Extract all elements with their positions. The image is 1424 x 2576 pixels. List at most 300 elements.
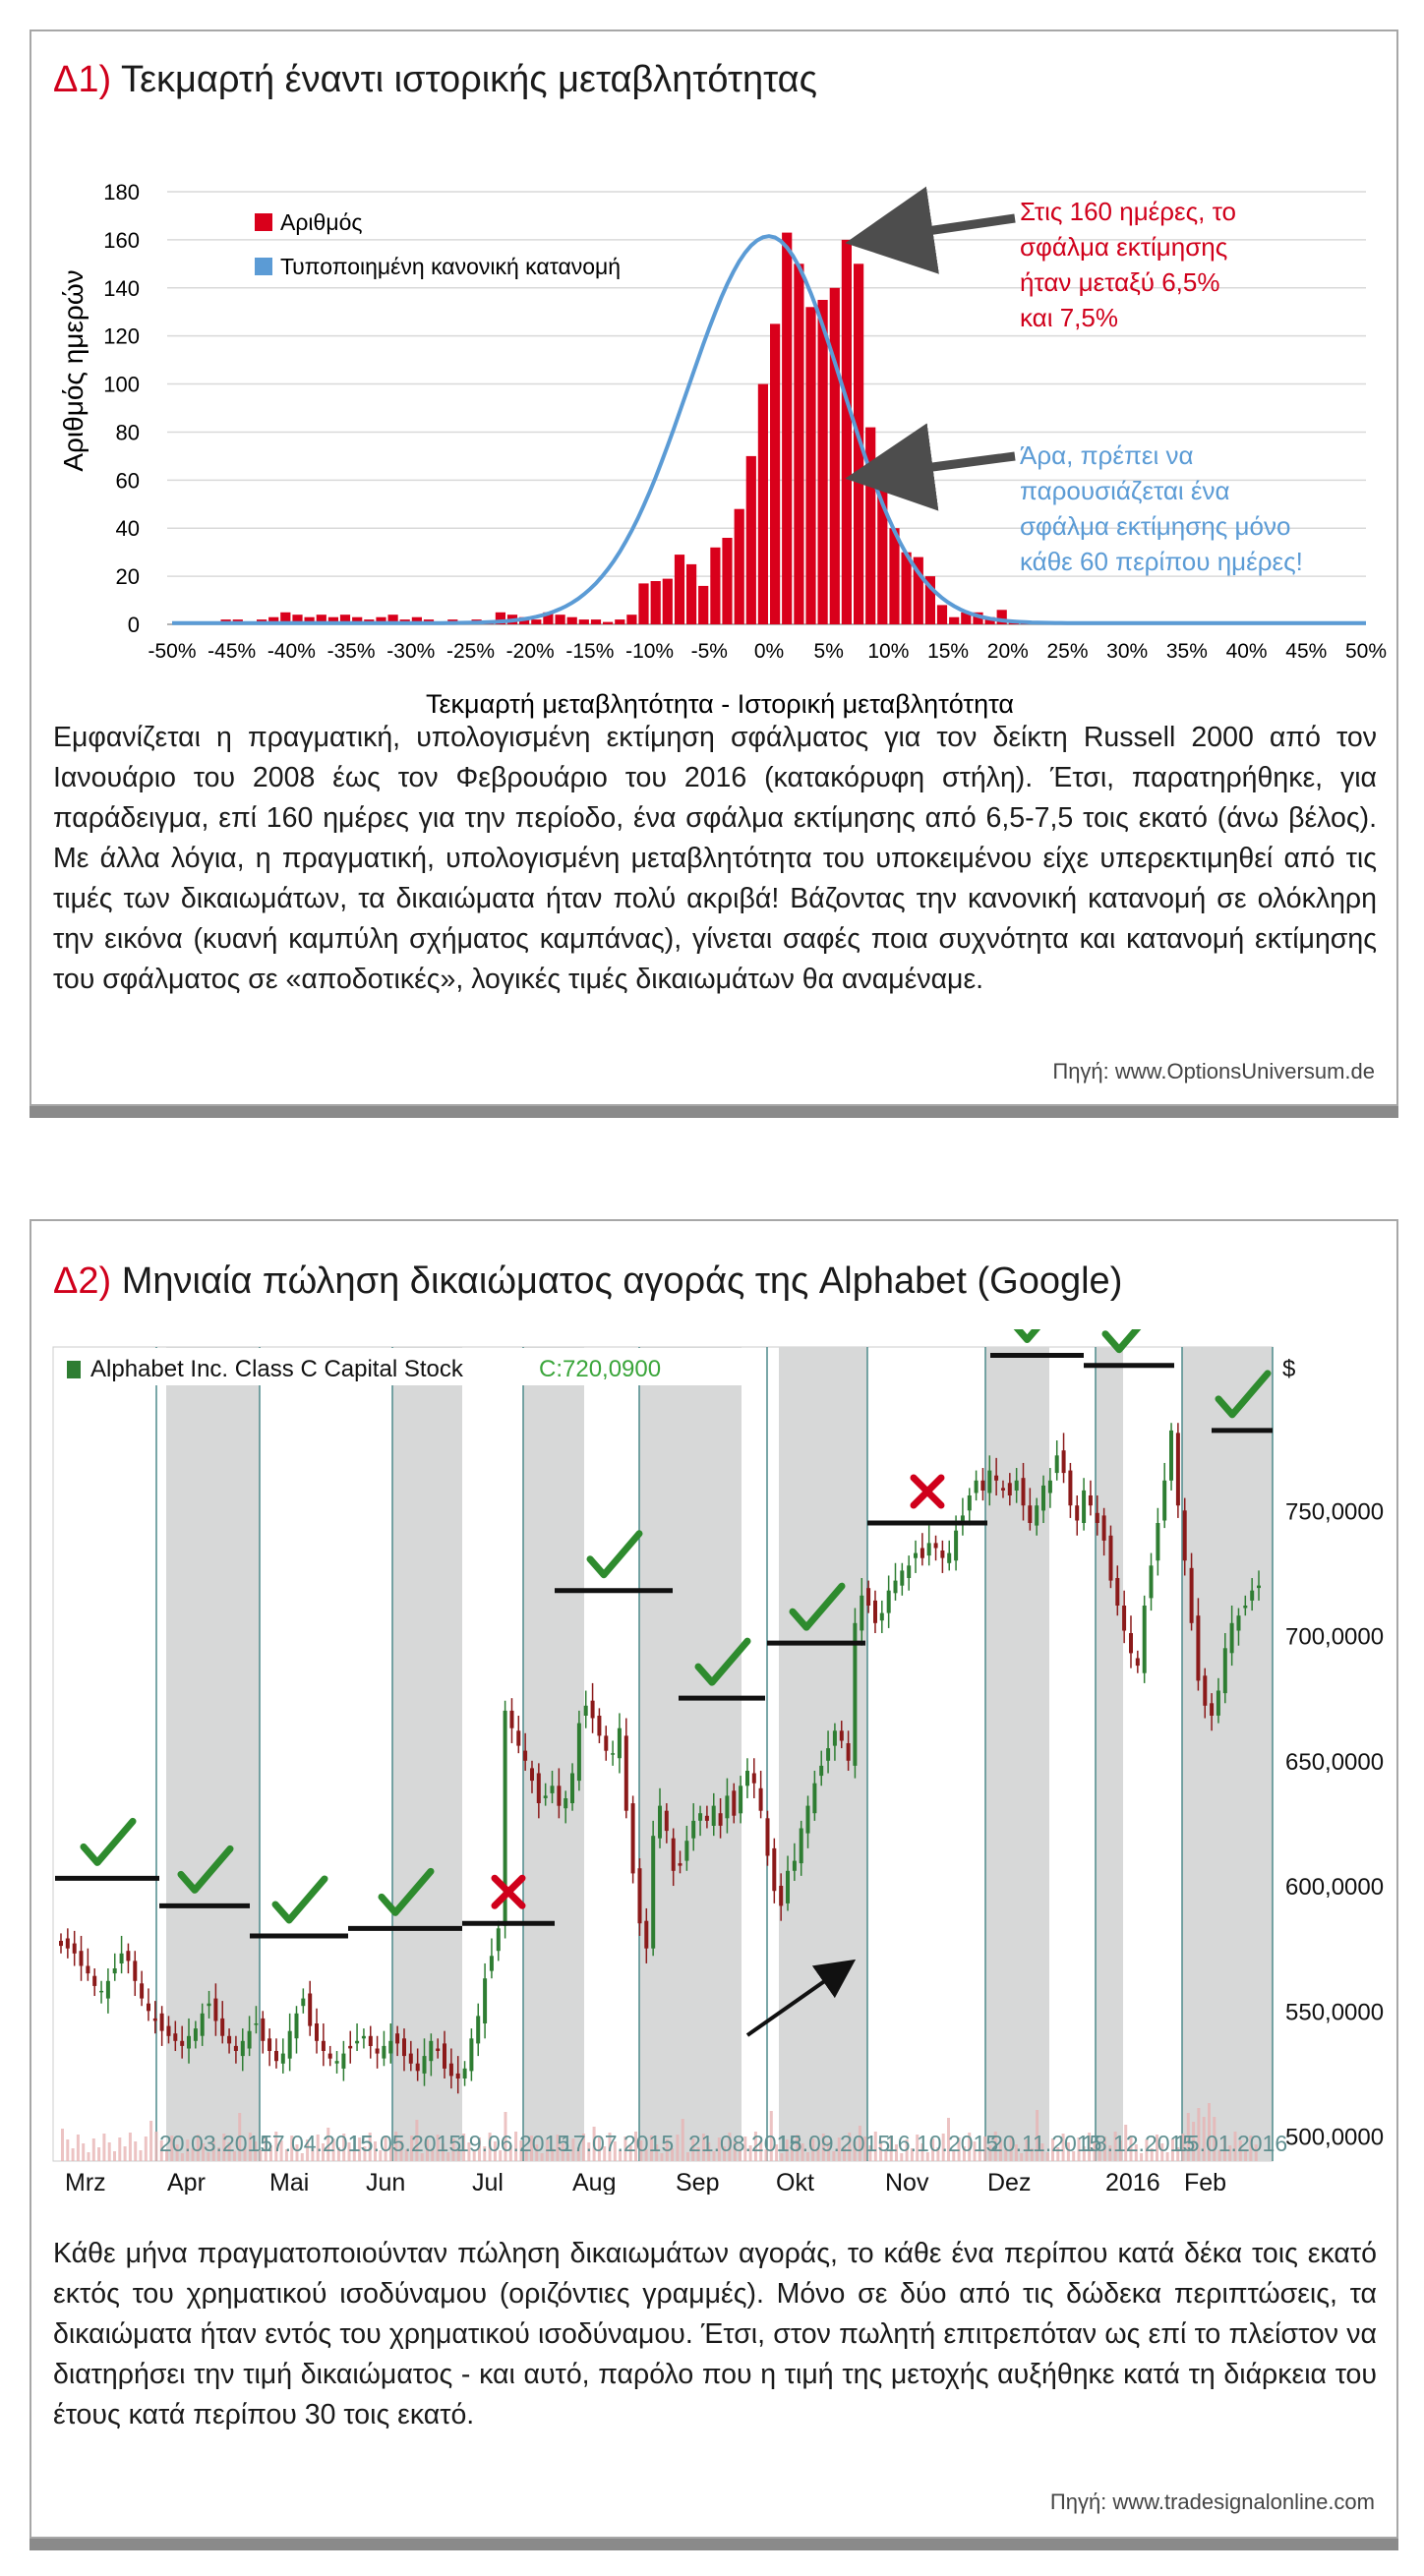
candle-body	[476, 2016, 480, 2043]
x-tick-label: 45%	[1285, 640, 1328, 663]
currency-label: $	[1282, 1356, 1296, 1382]
month-shade	[166, 1347, 260, 2161]
volume-bar	[61, 2129, 64, 2161]
volume-bar	[92, 2138, 95, 2161]
candle-body	[490, 1956, 494, 1970]
candle-body	[597, 1716, 601, 1735]
legend-label-normal: Τυποποιημένη κανονική κατανομή	[280, 254, 622, 279]
candle-body	[819, 1766, 823, 1776]
histogram-bar	[626, 615, 636, 624]
panel2-title	[53, 1260, 1122, 1303]
candle-body	[530, 1768, 534, 1781]
candle-body	[187, 2036, 191, 2049]
candle-body	[698, 1813, 702, 1821]
histogram-bar	[937, 605, 947, 624]
candle-body	[745, 1771, 749, 1786]
x-tick-label: -45%	[208, 640, 257, 663]
candle-body	[194, 2028, 198, 2041]
instrument-swatch	[67, 1361, 81, 1378]
expiry-date-label: 20.03.2015	[159, 2131, 273, 2156]
candle-body	[369, 2036, 373, 2046]
x-tick-labels	[148, 640, 1387, 663]
expiry-date-label: 15.05.2015	[348, 2131, 462, 2156]
candle-body	[261, 2019, 265, 2041]
candle-body	[1096, 1513, 1099, 1523]
candle-body	[436, 2049, 440, 2052]
x-tick-label: -50%	[148, 640, 197, 663]
candle-body	[416, 2064, 420, 2072]
x-tick-label: 35%	[1165, 640, 1208, 663]
expiry-date-label: 17.07.2015	[561, 2131, 675, 2156]
candle-body	[429, 2041, 433, 2061]
candle-body	[772, 1848, 776, 1891]
candle-body	[483, 1978, 487, 2023]
candle-body	[510, 1711, 514, 1728]
volume-bar	[97, 2147, 100, 2161]
volume-bar	[82, 2143, 85, 2161]
expiry-date-label: 18.12.2015	[1082, 2131, 1196, 2156]
histogram-bar	[794, 263, 803, 624]
annotation-red-line: και 7,5%	[1020, 303, 1118, 332]
panel2-bottom-bar	[30, 2539, 1398, 2550]
volume-bar	[124, 2146, 127, 2161]
x-tick-label: -30%	[386, 640, 436, 663]
candle-body	[900, 1570, 904, 1585]
candle-body	[341, 2054, 345, 2069]
panel2-source: Πηγή: www.tradesignalonline.com	[1049, 2489, 1375, 2514]
candle-body	[611, 1753, 615, 1755]
candle-body	[1196, 1615, 1200, 1680]
expiry-date-label: 17.04.2015	[260, 2131, 374, 2156]
expiry-date-label: 16.10.2015	[885, 2131, 999, 2156]
volume-bar	[682, 2119, 684, 2161]
candle-body	[1122, 1606, 1126, 1631]
candle-body	[322, 2041, 326, 2051]
candle-body	[1075, 1505, 1079, 1520]
candle-body	[779, 1886, 783, 1905]
panel-implied-vs-historical	[30, 29, 1398, 1106]
month-label: Apr	[167, 2169, 206, 2195]
candle-body	[570, 1774, 574, 1804]
annotation-red-line: σφάλμα εκτίμησης	[1020, 232, 1228, 262]
candle-body	[684, 1841, 688, 1860]
candle-body	[1035, 1505, 1038, 1525]
candle-body	[348, 2046, 352, 2049]
histogram-bar	[949, 617, 959, 624]
candle-body	[66, 1939, 70, 1949]
candle-body	[793, 1861, 797, 1871]
candle-body	[1089, 1495, 1093, 1505]
volume-bar	[140, 2150, 143, 2161]
panel-alphabet-covered-call	[30, 1219, 1398, 2539]
candle-body	[308, 1994, 312, 2026]
histogram-bar	[710, 548, 720, 624]
candle-body	[281, 2054, 285, 2064]
candle-body	[86, 1966, 89, 1974]
x-tick-label: 15%	[927, 640, 970, 663]
candle-body	[1223, 1648, 1227, 1693]
panel1-title-text: Τεκμαρτή έναντι ιστορικής μεταβλητότητας	[121, 59, 817, 100]
volume-bar	[102, 2134, 105, 2161]
histogram-bar	[830, 288, 840, 624]
month-label: Sep	[676, 2169, 720, 2195]
annotation-red	[1020, 197, 1236, 332]
candle-body	[362, 2036, 366, 2039]
candle-body	[248, 2031, 252, 2049]
y-tick-label: 80	[115, 420, 140, 445]
month-shade	[639, 1347, 742, 2161]
candle-body	[167, 2026, 171, 2036]
candle-body	[544, 1795, 548, 1798]
candle-body	[92, 1976, 96, 1986]
candle-body	[463, 2069, 467, 2078]
candle-body	[1203, 1675, 1207, 1706]
candle-body	[497, 1928, 501, 1951]
y-tick-label: 120	[103, 323, 140, 349]
histogram-bar	[722, 538, 732, 624]
candle-body	[557, 1786, 561, 1805]
candle-body	[840, 1730, 844, 1740]
volume-bar	[113, 2151, 116, 2161]
month-label: Jun	[366, 2169, 406, 2195]
month-label: Jul	[472, 2169, 504, 2195]
histogram-bar	[770, 323, 780, 624]
candle-body	[1082, 1491, 1086, 1523]
price-chart	[31, 1329, 1400, 2195]
candle-body	[180, 2041, 184, 2046]
candle-body	[725, 1795, 729, 1818]
y-tick-label: 100	[103, 372, 140, 397]
candle-body	[288, 2031, 292, 2059]
legend	[255, 209, 621, 279]
candle-body	[1230, 1623, 1234, 1654]
x-axis-title: Τεκμαρτή μεταβλητότητα - Ιστορική μεταβλητότητα	[425, 689, 1015, 719]
month-label: Aug	[572, 2169, 617, 2195]
candle-body	[80, 1951, 84, 1965]
annotation-blue-line: Άρα, πρέπει να	[1020, 440, 1194, 470]
panel1-label: Δ1)	[53, 59, 112, 100]
candle-body	[980, 1481, 984, 1491]
x-tick-label: -15%	[565, 640, 615, 663]
candle-body	[395, 2033, 399, 2043]
x-tick-label: -35%	[326, 640, 376, 663]
y-tick-label: 180	[103, 180, 140, 205]
candle-body	[947, 1553, 951, 1563]
legend-label-count: Αριθμός	[280, 209, 363, 235]
expiry-date-label: 21.08.2015	[688, 2131, 802, 2156]
month-shade	[985, 1347, 1049, 2161]
candle-body	[1055, 1455, 1059, 1473]
candle-body	[691, 1821, 695, 1839]
candle-body	[409, 2054, 413, 2064]
y-tick-label: 0	[127, 613, 140, 637]
arrow-to-curve	[880, 456, 1015, 474]
instrument-name: Alphabet Inc. Class C Capital Stock	[90, 1356, 463, 1382]
candle-body	[1237, 1615, 1241, 1630]
candle-body	[847, 1743, 851, 1761]
annotation-blue-line: κάθε 60 περίπου ημέρες!	[1020, 547, 1303, 576]
candle-body	[402, 2038, 406, 2056]
histogram-bar	[842, 240, 852, 624]
x-tick-label: 25%	[1046, 640, 1089, 663]
candle-body	[1257, 1586, 1261, 1589]
candle-body	[1176, 1433, 1180, 1505]
candle-body	[644, 1921, 648, 1949]
candle-body	[120, 1954, 124, 1963]
volume-bar	[66, 2139, 69, 2161]
histogram-bar	[889, 528, 899, 624]
histogram-bar	[818, 300, 828, 624]
candle-body	[423, 2056, 427, 2074]
candle-body	[665, 1811, 669, 1831]
last-price-label: C:720,0900	[539, 1356, 662, 1382]
histogram-bar	[638, 583, 648, 624]
candle-body	[1015, 1481, 1019, 1491]
histogram-bar	[698, 586, 708, 624]
candle-body	[739, 1786, 742, 1813]
candle-body	[894, 1581, 898, 1594]
candle-body	[99, 1991, 103, 1993]
candle-body	[274, 2051, 278, 2061]
candle-body	[860, 1596, 863, 1631]
histogram-bar	[579, 619, 589, 624]
candle-body	[968, 1495, 972, 1510]
y-axis-title: Αριθμός ημερών	[58, 269, 89, 472]
candle-body	[267, 2038, 271, 2051]
candle-body	[1028, 1505, 1032, 1523]
y-tick-label: 160	[103, 227, 140, 253]
histogram-bar	[651, 581, 661, 624]
expiry-date-label: 15.01.2016	[1174, 2131, 1288, 2156]
candle-body	[537, 1774, 541, 1804]
x-tick-label: -25%	[445, 640, 496, 663]
panel1-bottom-bar	[30, 1106, 1398, 1118]
candle-body	[719, 1813, 723, 1826]
month-label: Mai	[269, 2169, 310, 2195]
candle-body	[712, 1806, 716, 1826]
price-tick-label: 750,0000	[1285, 1498, 1385, 1526]
candle-body	[469, 2038, 473, 2071]
candle-body	[335, 2061, 339, 2064]
candle-body	[1115, 1578, 1119, 1606]
volume-bar	[108, 2142, 111, 2161]
candle-body	[732, 1790, 736, 1815]
candle-body	[638, 1868, 642, 1923]
month-shade	[1182, 1347, 1273, 2161]
histogram-bar	[615, 619, 624, 624]
candle-body	[234, 2046, 238, 2051]
candle-body	[1136, 1659, 1140, 1667]
volume-bar	[676, 2135, 679, 2161]
candle-body	[1102, 1515, 1106, 1541]
candle-body	[1183, 1510, 1187, 1560]
y-tick-labels	[103, 180, 140, 637]
candle-body	[213, 1999, 217, 2021]
candle-body	[954, 1531, 958, 1561]
candle-body	[975, 1481, 979, 1493]
x-tick-label: 10%	[867, 640, 910, 663]
month-label: Okt	[776, 2169, 814, 2195]
candle-body	[201, 2014, 205, 2036]
candle-body	[887, 1591, 891, 1613]
candle-body	[658, 1806, 662, 1839]
candle-body	[160, 2014, 164, 2031]
expiry-date-labels	[159, 2131, 1287, 2156]
candle-body	[1022, 1478, 1026, 1505]
histogram-bar	[603, 622, 613, 624]
y-tick-label: 60	[115, 468, 140, 494]
candle-body	[604, 1735, 608, 1750]
candle-body	[1068, 1471, 1072, 1506]
candle-body	[328, 2054, 332, 2059]
histogram-bar	[805, 307, 815, 624]
candle-body	[564, 1798, 567, 1808]
y-tick-label: 40	[115, 516, 140, 542]
x-tick-label: -40%	[267, 640, 316, 663]
candle-body	[1109, 1536, 1113, 1581]
month-label: Dez	[987, 2169, 1032, 2195]
histogram-bar	[556, 615, 565, 624]
candle-body	[812, 1784, 816, 1814]
histogram-bar	[686, 564, 696, 624]
candle-body	[806, 1806, 810, 1834]
candle-body	[1129, 1633, 1133, 1653]
volume-bar	[154, 2132, 157, 2161]
x-tick-label: 20%	[986, 640, 1029, 663]
panel1-description: Εμφανίζεται η πραγματική, υπολογισμένη εκτίμηση σφάλματος για τον δείκτη Russell 2000 από τον Ιανουάριο του 2008 έως τον Φεβρουάριο του 2016 (κατακόρυφη στήλη). Έτσι, παρατηρήθηκε, για παράδειγμα, επί 160 ημέρες για την περίοδο, ένα σφάλμα εκτίμησης από 6,5-7,5 τοις εκατό (άνω βέλος). Με άλλα λόγια, η πραγματική, υπολογισμένη μεταβλητότητα του υποκειμένου είχε υπερεκτιμηθεί από τις τιμές των δικαιωμάτων, τα δικαιώματα ήταν πολύ ακριβά! Βάζοντας την κανονική κατανομή σε ολόκληρη την εικόνα (κυανή καμπύλη σχήματος καμπάνας), γίνεται σαφές ποια συχνότητα και κατανομή εκτίμησης του σφάλματος σε «αποδοτικές», λογικές τιμές δικαιωμάτων θα αναμέναμε.	[53, 722, 1377, 995]
price-axis-labels	[1285, 1498, 1384, 2150]
panel2-description: Κάθε μήνα πραγματοποιούνταν πώληση δικαιωμάτων αγοράς, το κάθε ένα περίπου κατά δέκα τοις εκατό εκτός του χρηματικού ισοδύναμου (οριζόντιες γραμμές). Μόνο σε δύο από τις δώδεκα περιπτώσεις, τα δικαιώματα ήταν εντός του χρηματικού ισοδύναμου. Έτσι, στον πωλητή επιτρεπόταν ως επί το πλείστον να διατηρήσει την τιμή δικαιώματος - και αυτό, παρόλο που η τιμή της μετοχής αυξήθηκε κατά τη διάρκεια του έτους κατά περίπου 30 τοις εκατό.	[53, 2238, 1377, 2430]
candle-body	[301, 1999, 305, 2007]
annotation-red-line: Στις 160 ημέρες, το	[1020, 197, 1236, 226]
histogram-bar	[675, 555, 684, 624]
candle-body	[208, 2004, 211, 2007]
candle-body	[220, 2019, 224, 2036]
candle-body	[584, 1706, 588, 1716]
panel2-title-text: Μηνιαία πώληση δικαιώματος αγοράς της Alphabet (Google)	[121, 1260, 1123, 1302]
candle-body	[786, 1871, 790, 1903]
month-label: Nov	[885, 2169, 929, 2195]
candle-body	[106, 1981, 110, 1999]
candle-body	[376, 2049, 380, 2054]
candle-body	[355, 2041, 359, 2044]
histogram-bar	[663, 579, 673, 624]
x-tick-label: -20%	[505, 640, 555, 663]
arrow-to-peak-bar	[880, 218, 1015, 238]
candle-body	[994, 1476, 998, 1481]
candle-body	[1216, 1691, 1220, 1716]
candle-body	[1250, 1591, 1254, 1601]
volume-bar	[72, 2148, 75, 2161]
candle-body	[672, 1839, 676, 1871]
annotation-blue-line: παρουσιάζεται ένα	[1020, 476, 1230, 505]
candle-body	[591, 1701, 595, 1719]
histogram-bar	[531, 619, 541, 624]
candle-body	[866, 1588, 870, 1606]
candle-body	[382, 2046, 386, 2059]
x-tick-label: 5%	[813, 640, 844, 663]
annotation-red-line: ήταν μεταξύ 6,5%	[1020, 267, 1220, 297]
candle-body	[577, 1724, 581, 1782]
volume-bar	[77, 2135, 80, 2161]
volume-bar	[145, 2137, 148, 2161]
panel1-title	[53, 59, 817, 101]
candle-body	[759, 1788, 763, 1811]
volume-bar	[149, 2121, 152, 2161]
candle-body	[173, 2033, 177, 2041]
candle-body	[1190, 1568, 1194, 1623]
month-label: Mrz	[65, 2169, 106, 2195]
candle-body	[59, 1941, 63, 1946]
candle-body	[140, 1983, 144, 1998]
candle-body	[443, 2043, 446, 2069]
candle-body	[934, 1543, 938, 1548]
x-tick-label: 40%	[1225, 640, 1268, 663]
y-tick-label: 20	[115, 564, 140, 590]
volume-bar	[88, 2152, 90, 2161]
check-mark-icon	[1014, 1329, 1063, 1340]
candle-body	[73, 1944, 77, 1954]
candle-body	[227, 2036, 231, 2044]
candle-body	[254, 2023, 258, 2025]
candle-body	[940, 1551, 944, 1558]
y-tick-label: 140	[103, 275, 140, 301]
x-tick-label: -5%	[690, 640, 728, 663]
x-tick-label: -10%	[625, 640, 675, 663]
month-label: 2016	[1105, 2169, 1160, 2195]
candle-body	[241, 2041, 245, 2056]
candle-body	[800, 1829, 803, 1864]
candle-body	[147, 2004, 150, 2012]
panel1-source: Πηγή: www.OptionsUniversum.de	[1052, 1059, 1375, 1083]
candle-body	[315, 2023, 319, 2041]
candle-body	[1162, 1481, 1166, 1521]
price-tick-label: 500,0000	[1285, 2124, 1385, 2151]
candle-body	[914, 1553, 918, 1558]
candle-body	[705, 1816, 709, 1821]
x-tick-label: 50%	[1344, 640, 1388, 663]
histogram-bar	[591, 619, 601, 624]
price-tick-label: 650,0000	[1285, 1748, 1385, 1776]
candle-body	[1243, 1606, 1247, 1609]
expiry-date-label: 18.09.2015	[777, 2131, 891, 2156]
candle-body	[126, 1951, 130, 1961]
candle-body	[449, 2064, 453, 2077]
legend-swatch-normal	[255, 258, 272, 275]
volume-bar	[129, 2133, 132, 2161]
candle-body	[1210, 1703, 1214, 1716]
candle-body	[873, 1601, 877, 1623]
candle-body	[1143, 1606, 1147, 1673]
histogram-bar	[782, 233, 792, 624]
price-tick-label: 600,0000	[1285, 1874, 1385, 1902]
annotation-blue	[1020, 440, 1303, 576]
histogram-bar	[735, 509, 744, 624]
candle-body	[1001, 1488, 1005, 1491]
histogram-bar	[746, 456, 756, 624]
candle-body	[1041, 1486, 1045, 1511]
legend-swatch-count	[255, 213, 272, 231]
candle-body	[1008, 1483, 1012, 1495]
candle-body	[826, 1748, 830, 1761]
price-tick-label: 550,0000	[1285, 1999, 1385, 2026]
candle-body	[907, 1565, 911, 1578]
candle-body	[295, 2014, 299, 2038]
candle-body	[133, 1961, 137, 1980]
x-tick-label: 0%	[753, 640, 785, 663]
candle-body	[388, 2041, 392, 2054]
expiry-date-label: 19.06.2015	[456, 2131, 570, 2156]
